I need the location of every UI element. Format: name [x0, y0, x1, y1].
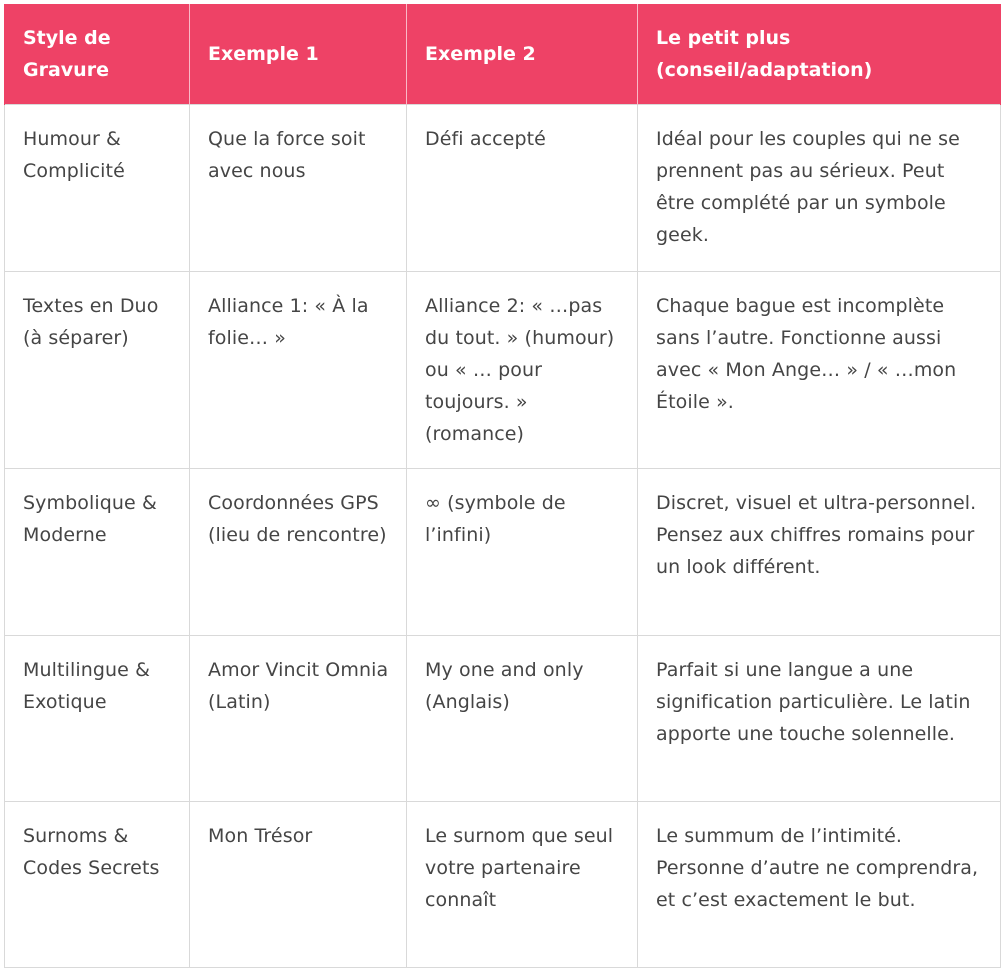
engraving-styles-table: [4, 4, 1001, 968]
cell-tip: Chaque bague est incomplète sans l’autre. Fonctionne aussi avec « Mon Ange… » / « …mon Étoile ».: [638, 271, 1001, 468]
table-row: [5, 801, 1001, 967]
cell-style: Symbolique & Moderne: [5, 468, 190, 635]
table-body: [5, 104, 1001, 967]
header-tip: Le petit plus (conseil/adaptation): [638, 4, 1001, 104]
header-example-2: Exemple 2: [407, 4, 638, 104]
cell-example-2: Défi accepté: [407, 104, 638, 271]
cell-example-2: Le surnom que seul votre partenaire connaît: [407, 801, 638, 967]
cell-style: Textes en Duo (à séparer): [5, 271, 190, 468]
cell-tip: Parfait si une langue a une signification particulière. Le latin apporte une touche solennelle.: [638, 635, 1001, 801]
cell-tip: Idéal pour les couples qui ne se prennent pas au sérieux. Peut être complété par un symbole geek.: [638, 104, 1001, 271]
cell-example-1: Mon Trésor: [190, 801, 407, 967]
cell-example-1: Alliance 1: « À la folie… »: [190, 271, 407, 468]
header-example-1: Exemple 1: [190, 4, 407, 104]
table-row: [5, 271, 1001, 468]
cell-example-2: ∞ (symbole de l’infini): [407, 468, 638, 635]
cell-tip: Discret, visuel et ultra-personnel. Pensez aux chiffres romains pour un look différent.: [638, 468, 1001, 635]
cell-example-2: Alliance 2: « …pas du tout. » (humour) ou « … pour toujours. » (romance): [407, 271, 638, 468]
cell-example-1: Coordonnées GPS (lieu de rencontre): [190, 468, 407, 635]
table-row: [5, 468, 1001, 635]
table-row: [5, 635, 1001, 801]
cell-example-2: My one and only (Anglais): [407, 635, 638, 801]
table-row: [5, 104, 1001, 271]
header-row: [5, 4, 1001, 104]
table-header: [5, 4, 1001, 104]
cell-tip: Le summum de l’intimité. Personne d’autre ne comprendra, et c’est exactement le but.: [638, 801, 1001, 967]
cell-example-1: Amor Vincit Omnia (Latin): [190, 635, 407, 801]
cell-style: Surnoms & Codes Secrets: [5, 801, 190, 967]
cell-style: Humour & Complicité: [5, 104, 190, 271]
cell-style: Multilingue & Exotique: [5, 635, 190, 801]
header-style: Style de Gravure: [5, 4, 190, 104]
cell-example-1: Que la force soit avec nous: [190, 104, 407, 271]
